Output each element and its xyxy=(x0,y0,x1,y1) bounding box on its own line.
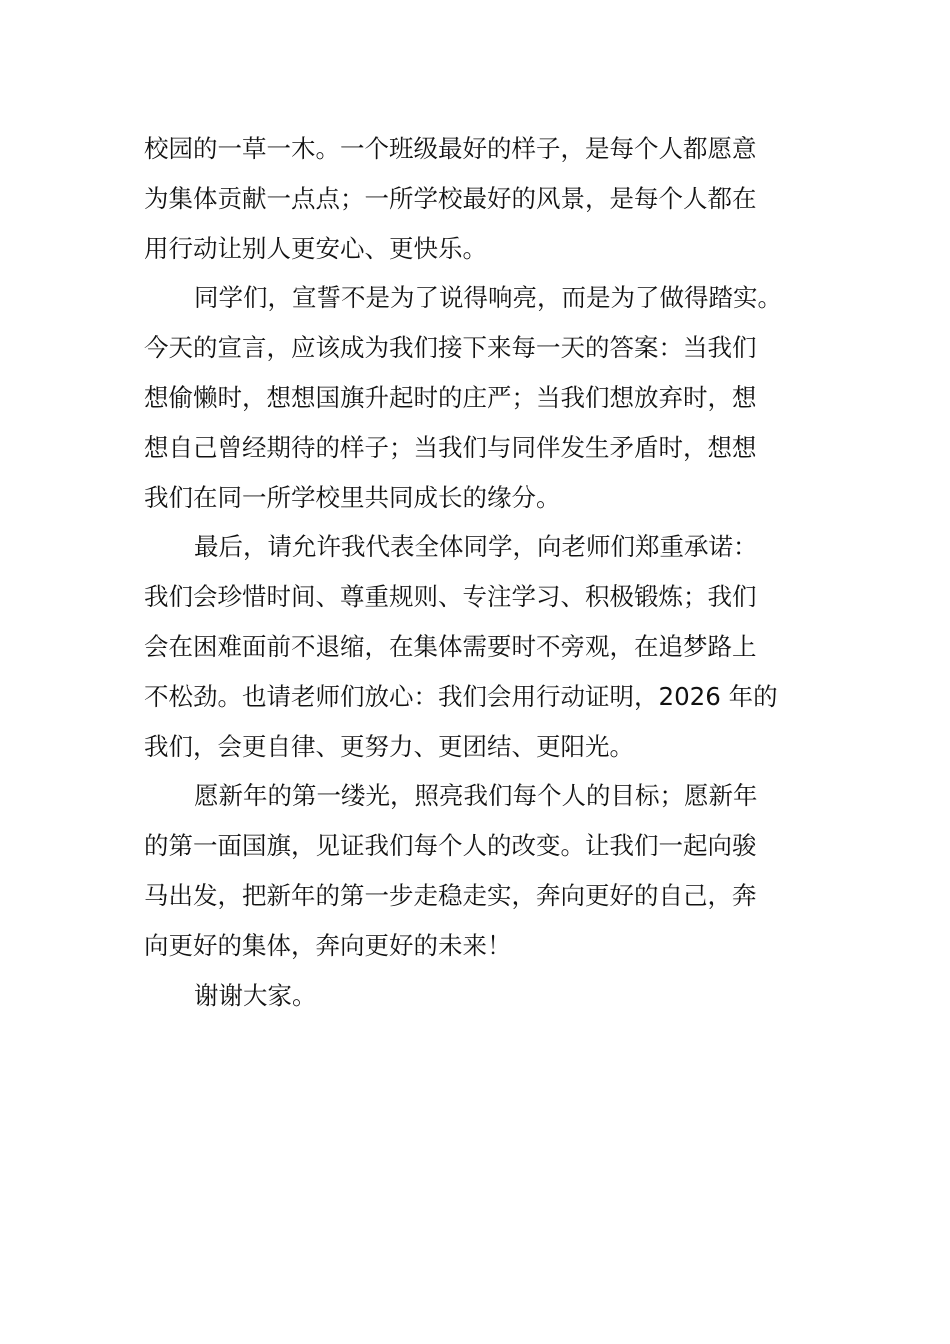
paragraph-school-environment xyxy=(144,124,814,273)
document-page xyxy=(144,124,814,1020)
text-line: 想偷懒时，想想国旗升起时的庄严；当我们想放弃时，想 xyxy=(144,382,757,412)
paragraph-new-year-wish xyxy=(144,771,814,970)
text-line: 最后，请允许我代表全体同学，向老师们郑重承诺： xyxy=(194,532,758,562)
text-line: 校园的一草一木。一个班级最好的样子，是每个人都愿意 xyxy=(144,134,757,163)
text-line: 愿新年的第一缕光，照亮我们每个人的目标；愿新年 xyxy=(194,781,758,811)
text-line: 的第一面国旗，见证我们每个人的改变。让我们一起向骏 xyxy=(144,831,757,861)
paragraph-closing xyxy=(144,971,814,1021)
text-line: 今天的宣言，应该成为我们接下来每一天的答案：当我们 xyxy=(144,333,757,363)
paragraph-promise xyxy=(144,522,814,771)
text-line: 谢谢大家。 xyxy=(194,980,317,1010)
text-line: 我们，会更自律、更努力、更团结、更阳光。 xyxy=(144,731,634,761)
paragraph-oath-meaning xyxy=(144,273,814,522)
text-line: 会在困难面前不退缩，在集体需要时不旁观，在追梦路上 xyxy=(144,631,757,661)
text-line: 同学们，宣誓不是为了说得响亮，而是为了做得踏实。 xyxy=(194,283,782,313)
text-line: 我们在同一所学校里共同成长的缘分。 xyxy=(144,482,561,512)
text-line: 想自己曾经期待的样子；当我们与同伴发生矛盾时，想想 xyxy=(144,432,757,462)
text-line: 马出发，把新年的第一步走稳走实，奔向更好的自己，奔 xyxy=(144,880,757,910)
text-line: 用行动让别人更安心、更快乐。 xyxy=(144,233,487,263)
text-line: 我们会珍惜时间、尊重规则、专注学习、积极锻炼；我们 xyxy=(144,582,757,612)
text-line: 不松劲。也请老师们放心：我们会用行动证明，2026 年的 xyxy=(144,681,778,711)
text-line: 为集体贡献一点点；一所学校最好的风景，是每个人都在 xyxy=(144,183,757,213)
text-line: 向更好的集体，奔向更好的未来！ xyxy=(144,930,512,960)
